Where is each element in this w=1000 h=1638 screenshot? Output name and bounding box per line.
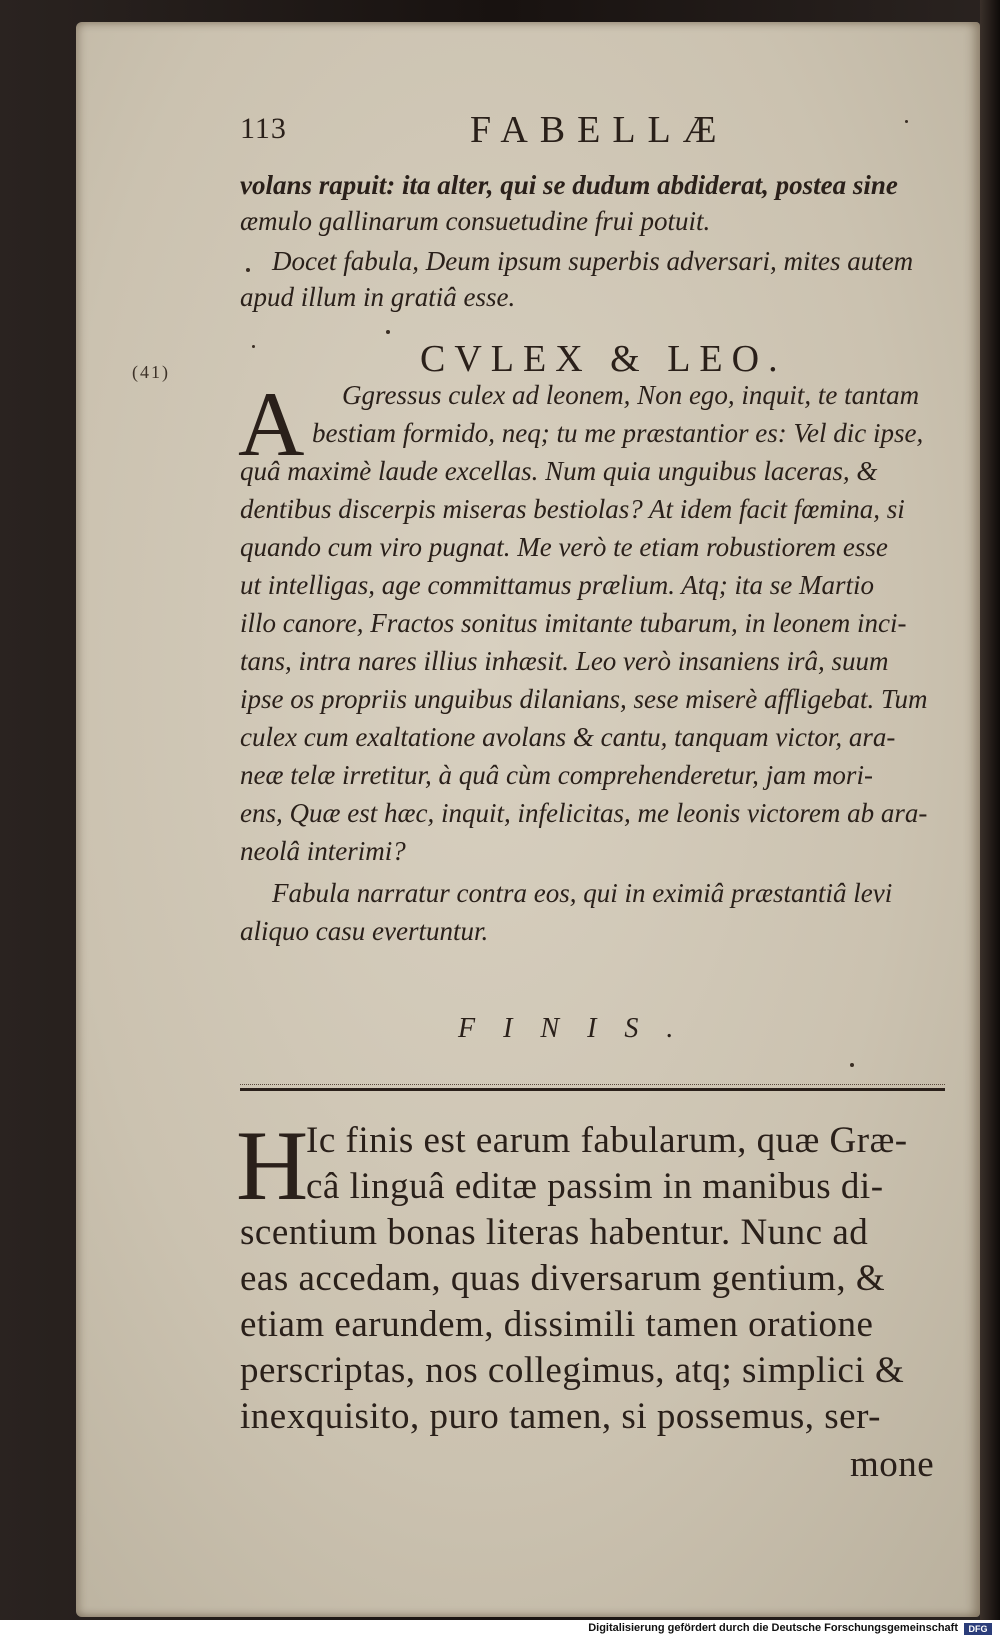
fable-line: tans, intra nares illius inhæsit. Leo verò insaniens irâ, suum [240, 646, 889, 676]
page-number: 113 [240, 112, 287, 145]
fable-line: Ggressus culex ad leonem, Non ego, inquit, te tantam [342, 380, 920, 410]
fable-line: neæ telæ irretitur, à quâ cùm comprehenderetur, jam mori- [240, 760, 873, 790]
prev-fable-moral: apud illum in gratiâ esse. [240, 282, 516, 312]
epilogue-line: etiam earundem, dissimili tamen oratione [240, 1304, 874, 1345]
fable-line: quando cum viro pugnat. Me verò te etiam robustiorem esse [240, 532, 888, 562]
fable-line: bestiam formido, neq; tu me præstantior es: Vel dic ipse, [312, 418, 924, 448]
fable-line: dentibus discerpis miseras bestiolas? At idem facit fœmina, si [240, 494, 905, 524]
drop-cap: A [238, 373, 305, 475]
fable-line: quâ maximè laude excellas. Num quia unguibus laceras, & [240, 456, 878, 486]
fable-line: ipse os propriis unguibus dilanians, sese miserè affligebat. Tum [240, 684, 928, 714]
ink-speck [905, 120, 908, 123]
epilogue-line: Ic finis est earum fabularum, quæ Græ- [306, 1120, 908, 1161]
prev-fable-line: æmulo gallinarum consuetudine frui potuit. [240, 206, 711, 236]
ink-speck [386, 330, 390, 334]
fable-line: illo canore, Fractos sonitus imitante tubarum, in leonem inci- [240, 608, 907, 638]
book-edge [980, 0, 1000, 1620]
ink-speck [850, 1063, 854, 1067]
epilogue-line: scentium bonas literas habentur. Nunc ad [240, 1212, 869, 1253]
drop-cap: H [236, 1110, 309, 1221]
ink-speck [246, 268, 250, 272]
fable-line: ens, Quæ est hæc, inquit, infelicitas, me leonis victorem ab ara- [240, 798, 928, 828]
running-head: FABELLÆ [470, 109, 729, 151]
margin-note: (41) [132, 362, 170, 382]
funding-notice: Digitalisierung gefördert durch die Deutsche Forschungsgemeinschaft [588, 1622, 958, 1634]
epilogue-line: inexquisito, puro tamen, si possemus, ser- [240, 1396, 881, 1437]
dfg-logo: DFG [964, 1623, 992, 1635]
ink-speck [252, 345, 255, 348]
finis-mark: FINIS. [458, 1013, 702, 1044]
page-header [240, 108, 960, 151]
fable-moral: aliquo casu evertuntur. [240, 916, 489, 946]
prev-fable-line: volans rapuit: ita alter, qui se dudum abdiderat, postea sine [240, 170, 898, 200]
fable-title: CVLEX & LEO. [420, 338, 787, 380]
epilogue-line: perscriptas, nos collegimus, atq; simplici & [240, 1350, 905, 1391]
horizontal-rule [240, 1088, 945, 1091]
prev-fable-moral: Docet fabula, Deum ipsum superbis adversari, mites autem [272, 246, 914, 276]
fable-line: culex cum exaltatione avolans & cantu, tanquam victor, ara- [240, 722, 896, 752]
fable-line: neolâ interimi? [240, 836, 406, 866]
fable-moral: Fabula narratur contra eos, qui in eximiâ præstantiâ levi [272, 878, 893, 908]
catchword: mone [850, 1444, 935, 1485]
ornamental-rule-dots [240, 1070, 945, 1085]
epilogue-line: eas accedam, quas diversarum gentium, & [240, 1258, 886, 1299]
fable-line: ut intelligas, age committamus prælium. Atq; ita se Martio [240, 570, 874, 600]
epilogue-line: câ linguâ editæ passim in manibus di- [306, 1166, 884, 1207]
